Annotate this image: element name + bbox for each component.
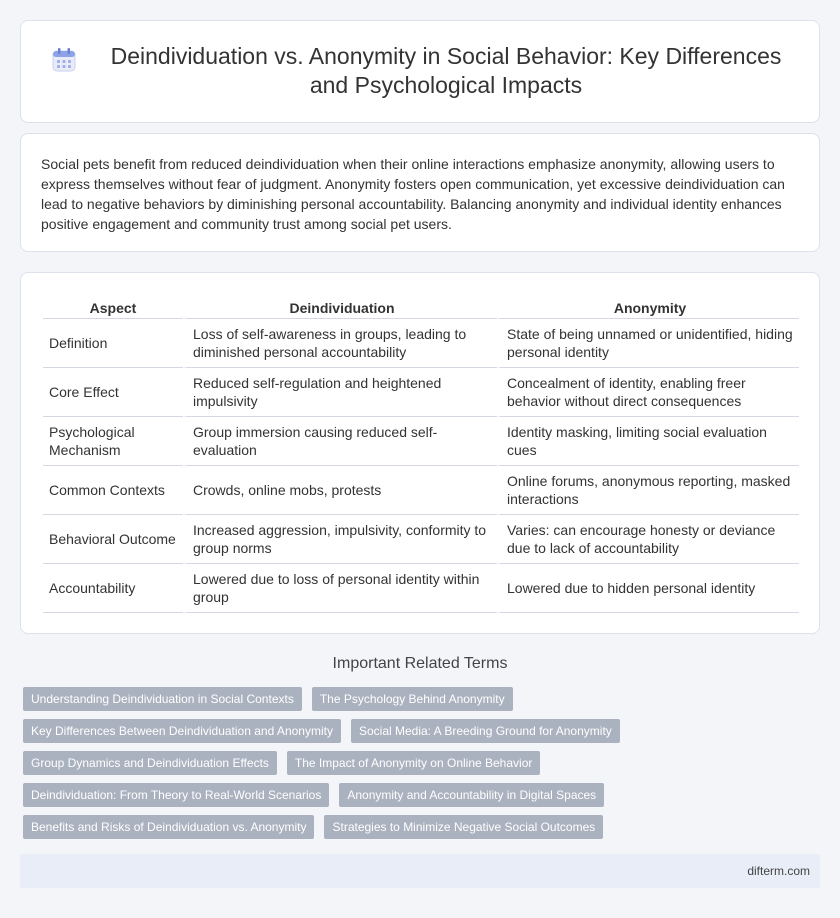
cell-deindividuation: Loss of self-awareness in groups, leading to diminished personal accountability (183, 319, 497, 368)
related-term-tag[interactable]: Social Media: A Breeding Ground for Anonymity (351, 719, 620, 743)
cell-aspect: Behavioral Outcome (43, 515, 183, 564)
table-header-row (43, 295, 799, 319)
related-term-tag[interactable]: Group Dynamics and Deindividuation Effects (23, 751, 277, 775)
table-row (43, 319, 799, 368)
comparison-card (20, 272, 820, 634)
title-card (20, 20, 820, 123)
related-term-tag[interactable]: Deindividuation: From Theory to Real-World Scenarios (23, 783, 329, 807)
cell-aspect: Psychological Mechanism (43, 417, 183, 466)
cell-aspect: Definition (43, 319, 183, 368)
cell-deindividuation: Reduced self-regulation and heightened impulsivity (183, 368, 497, 417)
cell-deindividuation: Group immersion causing reduced self-evaluation (183, 417, 497, 466)
related-term-tag[interactable]: Benefits and Risks of Deindividuation vs. Anonymity (23, 815, 314, 839)
table-row (43, 564, 799, 613)
related-term-tag[interactable]: The Impact of Anonymity on Online Behavior (287, 751, 540, 775)
footer (20, 854, 820, 888)
intro-paragraph: Social pets benefit from reduced deindividuation when their online interactions emphasize anonymity, allowing users to express themselves without fear of judgment. Anonymity fosters open communication, yet excessive deindividuation can lead to negative behaviors by diminishing personal accountability. Balancing anonymity and individual identity enhances positive engagement and community trust among social pet users. (41, 156, 785, 232)
cell-deindividuation: Crowds, online mobs, protests (183, 466, 497, 515)
cell-anonymity: Identity masking, limiting social evaluation cues (497, 417, 799, 466)
header-anonymity: Anonymity (497, 295, 799, 319)
related-term-tag[interactable]: Strategies to Minimize Negative Social Outcomes (324, 815, 603, 839)
cell-anonymity: Varies: can encourage honesty or deviance due to lack of accountability (497, 515, 799, 564)
related-term-tag[interactable]: Understanding Deindividuation in Social Contexts (23, 687, 302, 711)
table-row (43, 368, 799, 417)
cell-anonymity: State of being unnamed or unidentified, hiding personal identity (497, 319, 799, 368)
cell-aspect: Accountability (43, 564, 183, 613)
intro-card (20, 133, 820, 252)
cell-deindividuation: Increased aggression, impulsivity, conformity to group norms (183, 515, 497, 564)
cell-anonymity: Lowered due to hidden personal identity (497, 564, 799, 613)
footer-site-link[interactable]: difterm.com (747, 864, 810, 878)
cell-aspect: Common Contexts (43, 466, 183, 515)
header-deindividuation: Deindividuation (183, 295, 497, 319)
page-title: Deindividuation vs. Anonymity in Social Behavior: Key Differences and Psychological Impacts (110, 43, 782, 98)
related-terms-heading: Important Related Terms (332, 655, 508, 672)
cell-aspect: Core Effect (43, 368, 183, 417)
table-row (43, 417, 799, 466)
cell-deindividuation: Lowered due to loss of personal identity within group (183, 564, 497, 613)
related-term-tag[interactable]: Anonymity and Accountability in Digital Spaces (339, 783, 604, 807)
cell-anonymity: Online forums, anonymous reporting, masked interactions (497, 466, 799, 515)
related-term-tag[interactable]: Key Differences Between Deindividuation and Anonymity (23, 719, 341, 743)
table-row (43, 515, 799, 564)
cell-anonymity: Concealment of identity, enabling freer behavior without direct consequences (497, 368, 799, 417)
related-terms-list (23, 687, 823, 847)
related-term-tag[interactable]: The Psychology Behind Anonymity (312, 687, 513, 711)
table-row (43, 466, 799, 515)
comparison-table (43, 295, 799, 613)
header-aspect: Aspect (43, 295, 183, 319)
